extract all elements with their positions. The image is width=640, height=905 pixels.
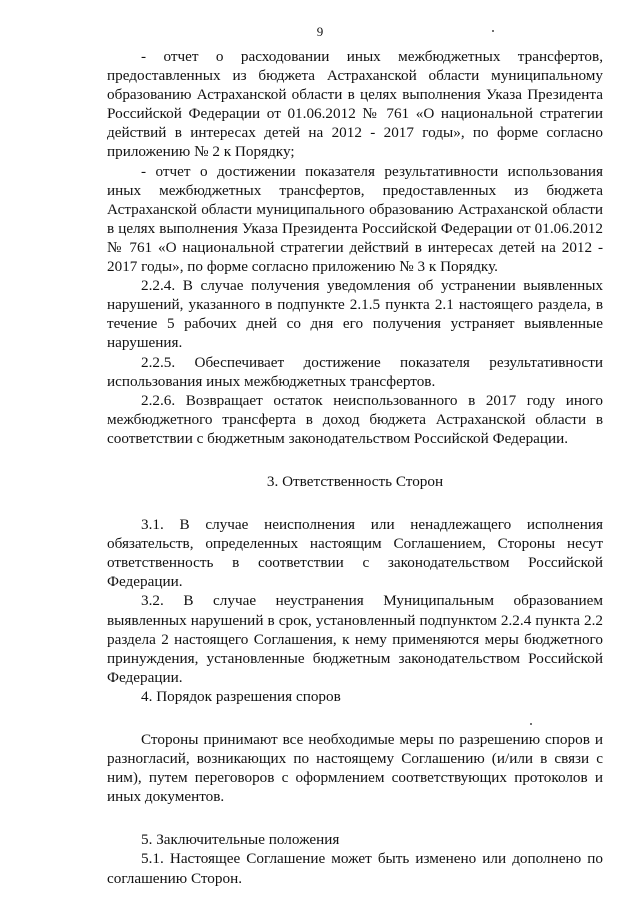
paragraph-3-2: 3.2. В случае неустранения Муниципальным образованием выявленных нарушений в срок, установленный подпунктом 2.2.4 пункта 2.2 раздела 2 настоящего Соглашения, к нему применяются меры бюджетного принуждения, установленные бюджетным законодательством Российской Федерации.: [107, 592, 603, 686]
paragraph-2-2-6: 2.2.6. Возвращает остаток неиспользованного в 2017 году иного межбюджетного трансферта в доход бюджета Астраханской области в соответствии с бюджетным законодательством Российской Федерации.: [107, 391, 603, 447]
paragraph-report-results: - отчет о достижении показателя результативности использования иных межбюджетных трансфертов, предоставленных из бюджета Астраханской области муниципального образованию Астраханской области в целях выполнения Указа Президента Российской Федерации от 01.06.2012 № 761 «О национальной стратегии действий в интересах детей на 2012 - 2017 годы», по форме согласно приложению № 3 к Порядку.: [107, 162, 603, 276]
paragraph-report-spending: - отчет о расходовании иных межбюджетных трансфертов, предоставленных из бюджета Астраханской области муниципальному образованию Астраханской области в целях выполнения Указа Президента Российской Федерации от 01.06.2012 № 761 «О национальной стратегии действий в интересах детей на 2012 - 2017 годы», по форме согласно приложению № 2 к Порядку;: [107, 48, 603, 161]
paragraph-2-2-5: 2.2.5. Обеспечивает достижение показателя результативности использования иных межбюджетных трансфертов.: [107, 353, 603, 390]
document-body: [107, 47, 603, 888]
paragraph-4-1: Стороны принимают все необходимые меры по разрешению споров и разногласий, возникающих по настоящему Соглашению (и/или в связи с ним), путем переговоров с оформлением соответствующих протоколов и иных документов.: [107, 731, 603, 806]
page-number: 9: [316, 24, 324, 39]
section-3-heading: 3. Ответственность Сторон: [266, 472, 444, 490]
section-5-heading: 5. Заключительные положения: [141, 831, 340, 849]
section-4-heading: 4. Порядок разрешения споров: [141, 687, 341, 705]
scan-speck: [492, 30, 494, 32]
paragraph-5-1: 5.1. Настоящее Соглашение может быть изменено или дополнено по соглашению Сторон.: [107, 850, 603, 887]
paragraph-2-2-4: 2.2.4. В случае получения уведомления об устранении выявленных нарушений, указанного в подпункте 2.1.5 пункта 2.1 настоящего раздела, в течение 5 рабочих дней со дня его получения устраняет выявленные нарушения.: [107, 277, 603, 352]
paragraph-3-1: 3.1. В случае неисполнения или ненадлежащего исполнения обязательств, определенных настоящим Соглашением, Стороны несут ответственность в соответствии с законодательством Российской Федерации.: [107, 516, 603, 591]
